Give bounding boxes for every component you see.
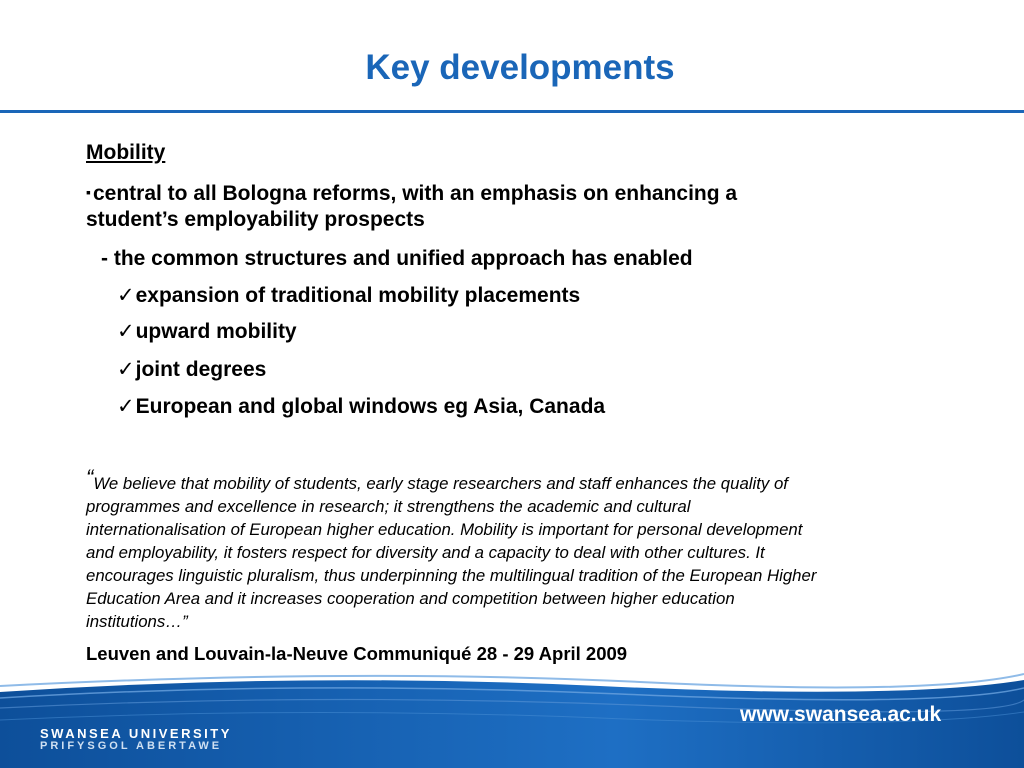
title-divider [0,110,1024,113]
checkmark-icon: ✓ [117,395,135,418]
quote-line [86,466,966,495]
check-item [117,318,297,346]
quote-line: programmes and excellence in research; it strengthens the academic and cultural [86,497,691,516]
quote-line: internationalisation of European higher education. Mobility is important for personal development [86,520,803,539]
quote-line: and employability, it fosters respect for diversity and a capacity to deal with other cultures. It [86,543,765,562]
check-item [117,282,580,310]
quote-line: institutions…” [86,612,188,631]
slide-title: Key developments [365,48,675,87]
bullet-line-1 [86,178,737,208]
footer-banner [0,672,1024,768]
university-name-cy: PRIFYSGOL ABERTAWE [40,740,223,752]
website-url[interactable]: www.swansea.ac.uk [740,703,942,726]
quote-line-text: We believe that mobility of students, early stage researchers and staff enhances the quality of [93,474,788,493]
checkmark-icon: ✓ [117,284,135,307]
dash-line: - the common structures and unified approach has enabled [101,247,693,270]
quote-line: encourages linguistic pluralism, thus underpinning the multilingual tradition of the European Higher [86,566,817,585]
checkmark-icon: ✓ [117,320,135,343]
quote-block [86,466,966,633]
university-name-en: SWANSEA UNIVERSITY [40,726,232,741]
bullet-line-2: student’s employability prospects [86,208,425,231]
checkmark-icon: ✓ [117,358,135,381]
check-item-text: upward mobility [135,320,297,343]
check-item-text: joint degrees [135,358,267,381]
section-heading: Mobility [86,141,166,164]
check-item [117,356,266,384]
square-bullet-icon: ▪ [86,184,91,200]
check-item [117,393,605,421]
quote-open-mark: “ [86,465,94,490]
bullet-text-1: central to all Bologna reforms, with an emphasis on enhancing a [92,182,738,205]
quote-source: Leuven and Louvain-la-Neuve Communiqué 28 - 29 April 2009 [86,643,628,664]
check-item-text: expansion of traditional mobility placements [135,284,581,307]
quote-line: Education Area and it increases cooperation and competition between higher education [86,589,735,608]
check-item-text: European and global windows eg Asia, Canada [135,395,606,418]
